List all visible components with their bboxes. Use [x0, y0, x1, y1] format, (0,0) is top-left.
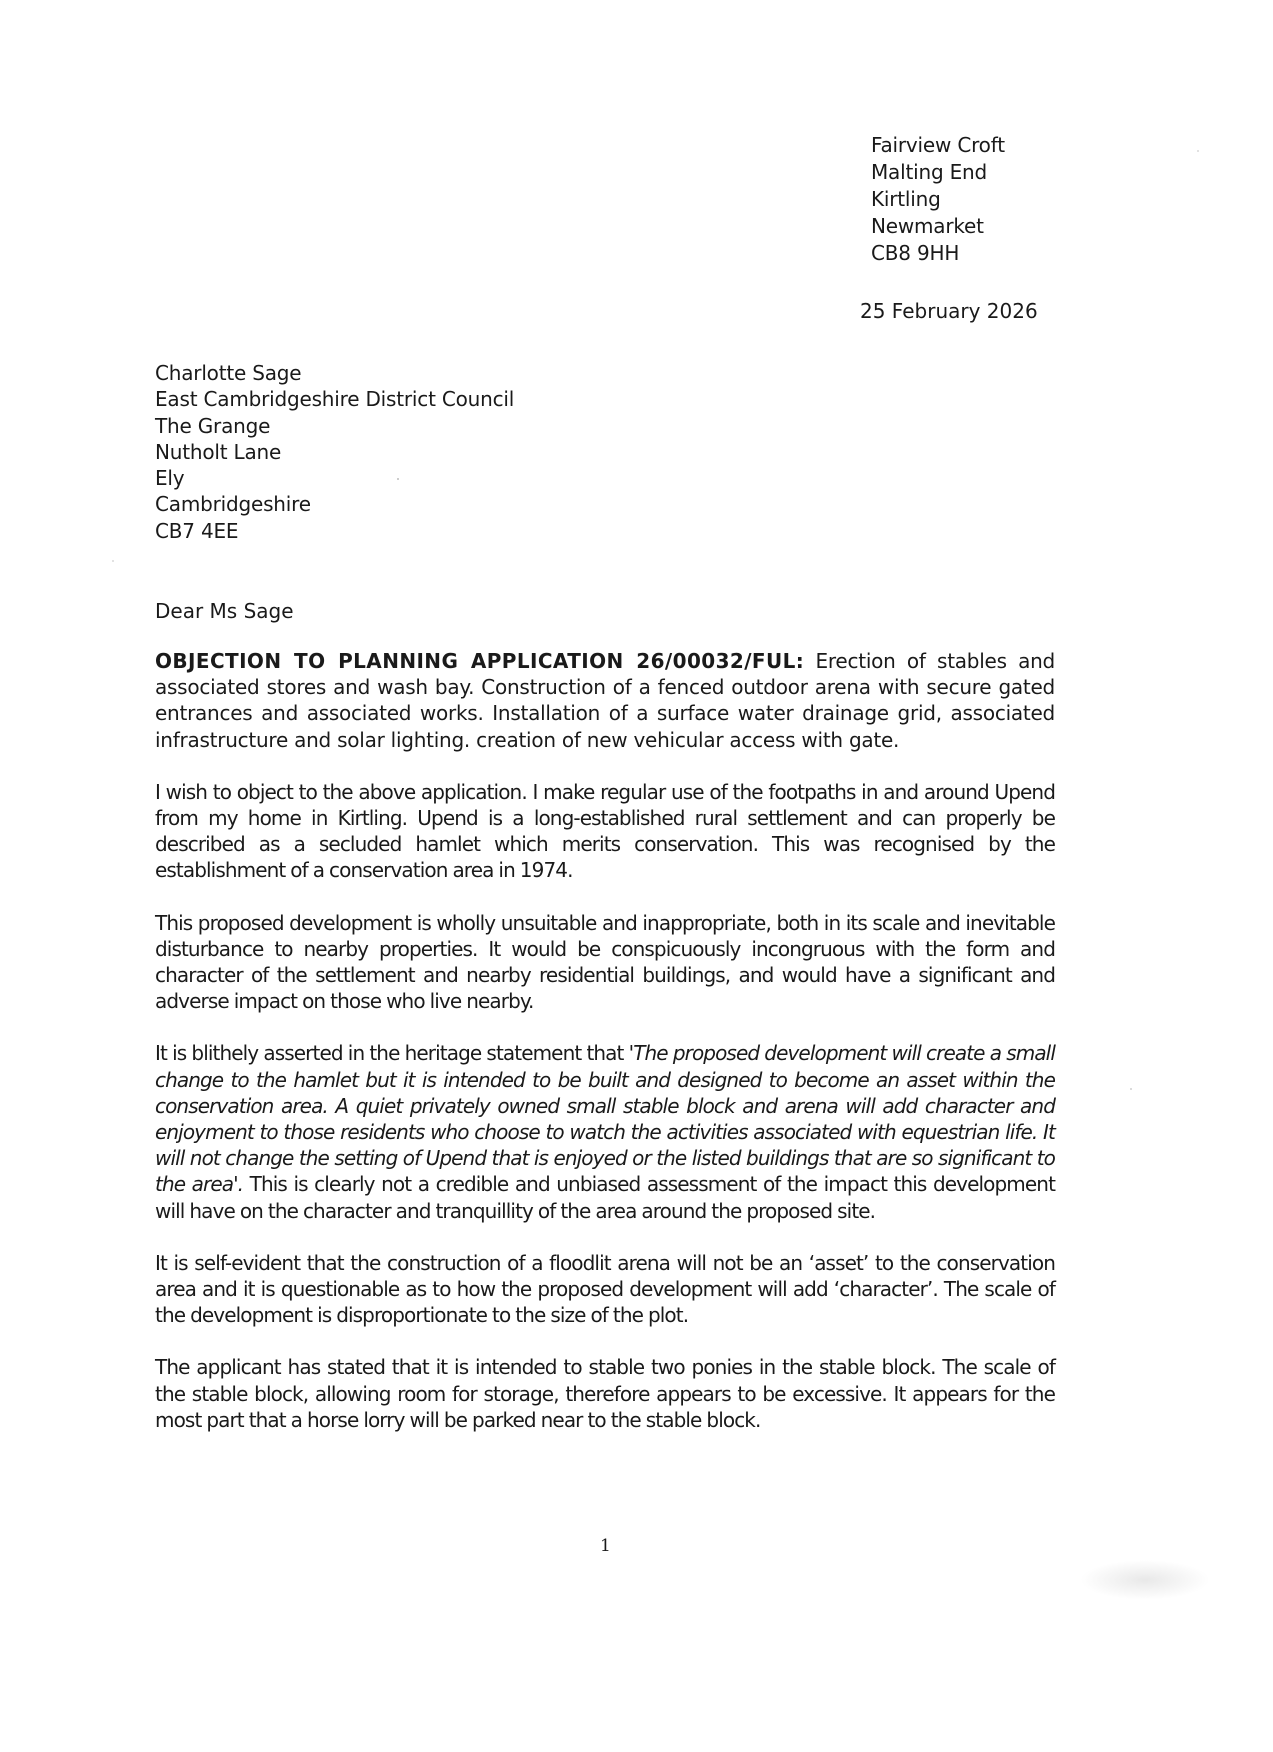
salutation: Dear Ms Sage — [155, 599, 294, 623]
body-paragraph-4: It is self-evident that the construction of a floodlit arena will not be an ‘asset’ to the conservation area and it is questionable as to how the proposed development will add ‘character’. The scale of the development is disproportionate to the size of the plot. — [155, 1250, 1055, 1328]
body-paragraph-3 — [155, 1040, 1055, 1223]
letter-body — [155, 648, 1055, 1459]
recipient-address — [155, 360, 514, 544]
paragraph-3-outro: This is clearly not a credible and unbiased assessment of the impact this development will have on the character and tranquillity of the area around the proposed site. — [155, 1172, 1056, 1223]
recipient-address-line: The Grange — [155, 413, 271, 438]
recipient-postcode: CB7 4EE — [155, 518, 239, 543]
recipient-address-line: Ely — [155, 466, 185, 491]
sender-address-line: Malting End — [871, 160, 988, 184]
subject-heading: OBJECTION TO PLANNING APPLICATION 26/00032/FUL: — [155, 649, 805, 673]
body-paragraph-5: The applicant has stated that it is intended to stable two ponies in the stable block. The scale of the stable block, allowing room for storage, therefore appears to be excessive. It appears for the most part that a horse lorry will be parked near to the stable block. — [155, 1355, 1055, 1432]
scan-artifact-dot — [1130, 1088, 1132, 1090]
subject-paragraph — [155, 648, 1055, 753]
recipient-address-line: Nutholt Lane — [155, 439, 282, 464]
subject-description: Erection of stables and associated stores and wash bay. Construction of a fenced outdoor arena with secure gated entrances and associated works. Installation of a surface water drainage grid, associated infrastructure and solar lighting. creation of new vehicular access with gate. — [155, 649, 1055, 752]
letter-date: 25 February 2026 — [860, 299, 1038, 323]
body-paragraph-2: This proposed development is wholly unsuitable and inappropriate, both in its scale and inevitable disturbance to nearby properties. It would be conspicuously incongruous with the form and character of the settlement and nearby residential buildings, and would have a significant and adverse impact on those who live nearby. — [155, 910, 1055, 1014]
sender-address — [871, 132, 1005, 267]
scan-artifact-dot — [397, 478, 399, 480]
page-number: 1 — [600, 1536, 611, 1556]
recipient-organisation: East Cambridgeshire District Council — [155, 387, 515, 412]
sender-address-line: Newmarket — [871, 214, 984, 238]
recipient-address-line: Cambridgeshire — [155, 492, 311, 517]
heritage-statement-quote: 'The proposed development will create a small change to the hamlet but it is intended to be built and designed to become an asset within the conservation area. A quiet privately owned small stable block and arena will add character and enjoyment to those residents who choose to watch the activities associated with equestrian life. It will not change the setting of Upend that is enjoyed or the listed buildings that are so significant to the area'. — [155, 1041, 1055, 1197]
sender-address-line: Fairview Croft — [871, 133, 1005, 157]
scan-artifact-dot — [1197, 150, 1199, 152]
recipient-name: Charlotte Sage — [155, 361, 302, 385]
sender-address-line: Kirtling — [871, 187, 941, 211]
scan-artifact-dot — [112, 560, 114, 562]
scan-artifact-smudge — [1080, 1560, 1210, 1600]
sender-postcode: CB8 9HH — [871, 241, 960, 265]
body-paragraph-1: I wish to object to the above application. I make regular use of the footpaths in and around Upend from my home in Kirtling. Upend is a long-established rural settlement and can properly be described as a secluded hamlet which merits conservation. This was recognised by the establishment of a conservation area in 1974. — [155, 779, 1055, 883]
paragraph-3-intro: It is blithely asserted in the heritage statement that — [155, 1041, 629, 1066]
